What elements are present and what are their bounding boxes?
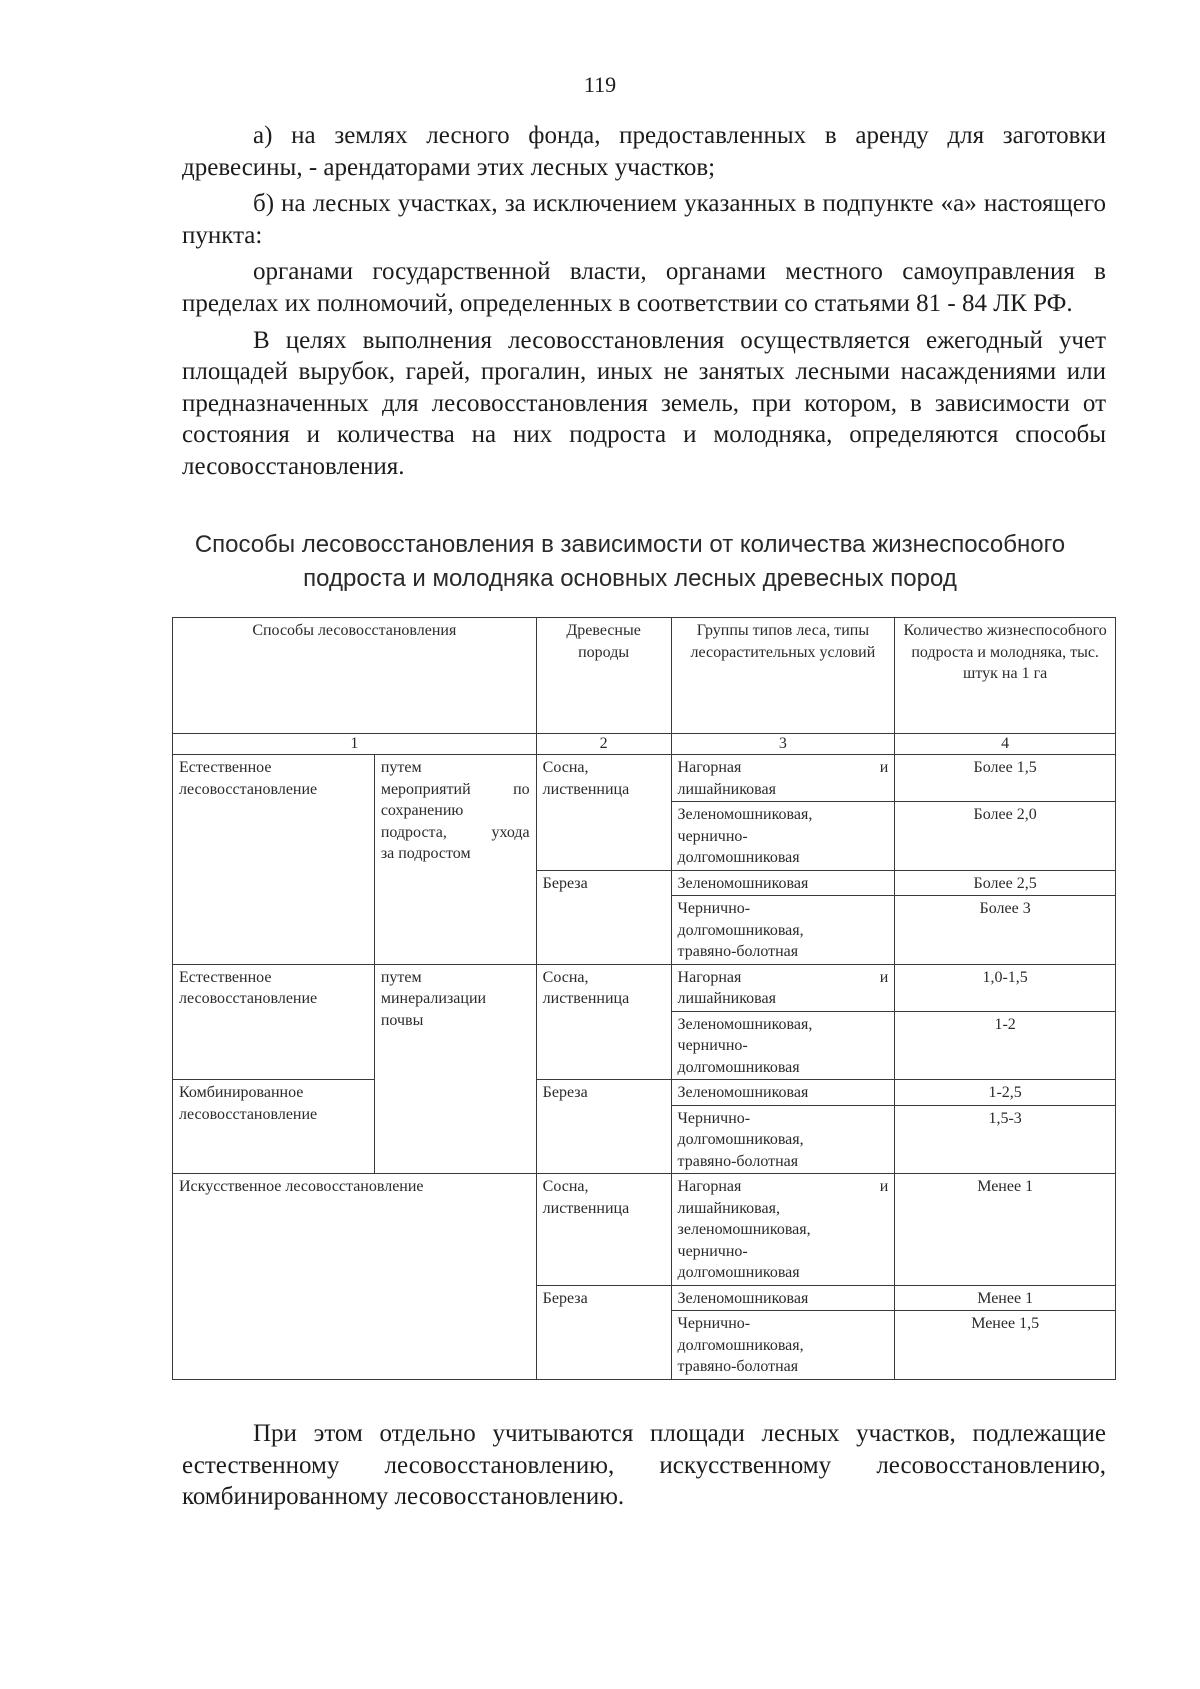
forest-type-word: Зеленомошниковая,	[677, 806, 813, 823]
quantity-cell: Более 2,5	[895, 870, 1116, 896]
forest-type-word: долгомошниковая	[677, 1264, 800, 1281]
header-quantity: Количество жизнеспособного подроста и молодняка, тыс. штук на 1 га	[895, 618, 1116, 734]
column-number: 4	[895, 734, 1116, 755]
table-title-line: Способы лесовосстановления в зависимости от количества жизнеспособного	[194, 531, 1066, 558]
species-cell: Береза	[536, 1080, 671, 1174]
species-cell: Сосна, лиственница	[536, 755, 671, 871]
forest-type-word: лишайниковая,	[677, 1199, 780, 1217]
table-row	[173, 1080, 1116, 1106]
forest-type-cell: Зеленомошниковая	[671, 1285, 895, 1311]
forest-type-word: Чернично-	[677, 900, 751, 917]
table-title-line: подроста и молодняка основных лесных древесных пород	[303, 565, 957, 592]
page-number: 119	[583, 72, 617, 97]
paragraph-outro: При этом отдельно учитываются площади лесных участков, подлежащие естественному лесовосстановлению, искусственному лесовосстановлению, комбинированному лесовосстановлению.	[182, 1420, 1106, 1511]
forest-type-cell	[671, 964, 895, 1011]
means-cell: путем минерализации почвы	[374, 964, 536, 1174]
table-row	[173, 755, 1116, 802]
forest-type-word: Чернично-	[677, 1109, 751, 1127]
forest-type-cell: Зеленомошниковая	[671, 870, 895, 896]
quantity-cell: Более 3	[895, 896, 1116, 965]
means-line	[381, 779, 530, 801]
quantity-cell: Более 2,0	[895, 802, 1116, 871]
species-cell: Сосна, лиственница	[536, 1174, 671, 1286]
forest-type-cell: Зеленомошниковая	[671, 1080, 895, 1106]
forest-type-word: чернично-	[677, 1242, 748, 1260]
method-cell: Комбинированное лесовосстановление	[173, 1080, 375, 1174]
quantity-cell: Менее 1	[895, 1285, 1116, 1311]
forest-type-word: долгомошниковая,	[677, 921, 804, 939]
means-line	[381, 822, 530, 844]
header-methods: Способы лесовосстановления	[173, 618, 537, 734]
forest-type-word: травяно-болотная	[677, 1152, 799, 1170]
forest-type-word: долгомошниковая,	[677, 1336, 804, 1354]
paragraph-purpose: В целях выполнения лесовосстановления осуществляется ежегодный учет площадей вырубок, гарей, прогалин, иных не занятых лесными насаждениями или предназначенных для лесовосстановления земель, при котором, в зависимости от состояния и количества на них подроста и молодняка, определяются способы лесовосстановления.	[182, 326, 1106, 480]
forest-type-word: и	[879, 968, 889, 986]
paragraph-a: а) на землях лесного фонда, предоставленных в аренду для заготовки древесины, - арендаторами этих лесных участков;	[182, 122, 1106, 181]
table-title	[150, 528, 1110, 596]
species-cell: Береза	[536, 1285, 671, 1379]
forest-type-cell	[671, 896, 895, 965]
means-cell	[374, 755, 536, 965]
quantity-cell: Менее 1	[895, 1174, 1116, 1286]
column-number: 3	[671, 734, 895, 755]
forest-type-cell	[671, 1011, 895, 1080]
forest-type-word: травяно-болотная	[677, 1358, 799, 1375]
means-line: путем	[380, 759, 422, 776]
forest-type-word: Нагорная	[677, 759, 742, 776]
forest-type-cell	[671, 1311, 895, 1380]
forest-type-cell	[671, 1174, 895, 1286]
forest-type-word: травяно-болотная	[677, 943, 799, 960]
forest-type-word: и	[879, 1178, 889, 1195]
means-word: ухода	[491, 823, 530, 841]
forest-type-word: чернично-	[677, 1037, 748, 1054]
outro-text	[182, 1418, 1106, 1513]
forest-type-word: лишайниковая	[677, 990, 776, 1007]
means-line: сохранению	[380, 802, 464, 819]
method-cell: Искусственное лесовосстановление	[173, 1174, 537, 1380]
quantity-cell: Более 1,5	[895, 755, 1116, 802]
forest-type-word: Нагорная	[677, 1178, 742, 1195]
forest-type-word: долгомошниковая,	[677, 1131, 804, 1148]
forest-type-word: чернично-	[677, 827, 748, 845]
table-row	[173, 1174, 1116, 1286]
column-number-row	[173, 734, 1116, 755]
means-word: по	[513, 780, 530, 798]
quantity-cell: Менее 1,5	[895, 1311, 1116, 1380]
reforestation-table	[172, 617, 1116, 1380]
quantity-cell: 1,5-3	[895, 1105, 1116, 1174]
column-number: 2	[536, 734, 671, 755]
means-line: за подростом	[380, 845, 471, 862]
forest-type-cell	[671, 755, 895, 802]
forest-type-word: и	[879, 759, 889, 776]
forest-type-word: Зеленомошниковая,	[677, 1015, 813, 1033]
means-word: мероприятий	[380, 780, 471, 798]
forest-type-cell	[671, 1105, 895, 1174]
quantity-cell: 1-2	[895, 1011, 1116, 1080]
intro-text	[182, 120, 1106, 483]
quantity-cell: 1,0-1,5	[895, 964, 1116, 1011]
species-cell: Береза	[536, 870, 671, 964]
means-word: подроста,	[380, 823, 447, 841]
table-row	[173, 964, 1116, 1011]
method-cell: Естественное лесовосстановление	[173, 755, 375, 965]
paragraph-b: б) на лесных участках, за исключением указанных в подпункте «а» настоящего пункта:	[182, 190, 1106, 249]
forest-type-cell	[671, 802, 895, 871]
forest-type-word: долгомошниковая	[677, 849, 800, 866]
table-header-row	[173, 618, 1116, 734]
forest-type-word: Нагорная	[677, 968, 742, 986]
method-cell: Естественное лесовосстановление	[173, 964, 375, 1080]
forest-type-word: Чернично-	[677, 1315, 751, 1332]
header-species: Древесные породы	[536, 618, 671, 734]
header-forest-types: Группы типов леса, типы лесорастительных условий	[671, 618, 895, 734]
forest-type-word: зеленомошниковая,	[677, 1221, 811, 1238]
species-cell: Сосна, лиственница	[536, 964, 671, 1080]
forest-type-word: лишайниковая	[677, 780, 776, 798]
forest-type-word: долгомошниковая	[677, 1058, 800, 1076]
paragraph-organs: органами государственной власти, органами местного самоуправления в пределах их полномочий, определенных в соответствии со статьями 81 - 84 ЛК РФ.	[182, 258, 1106, 317]
quantity-cell: 1-2,5	[895, 1080, 1116, 1106]
column-number: 1	[173, 734, 537, 755]
